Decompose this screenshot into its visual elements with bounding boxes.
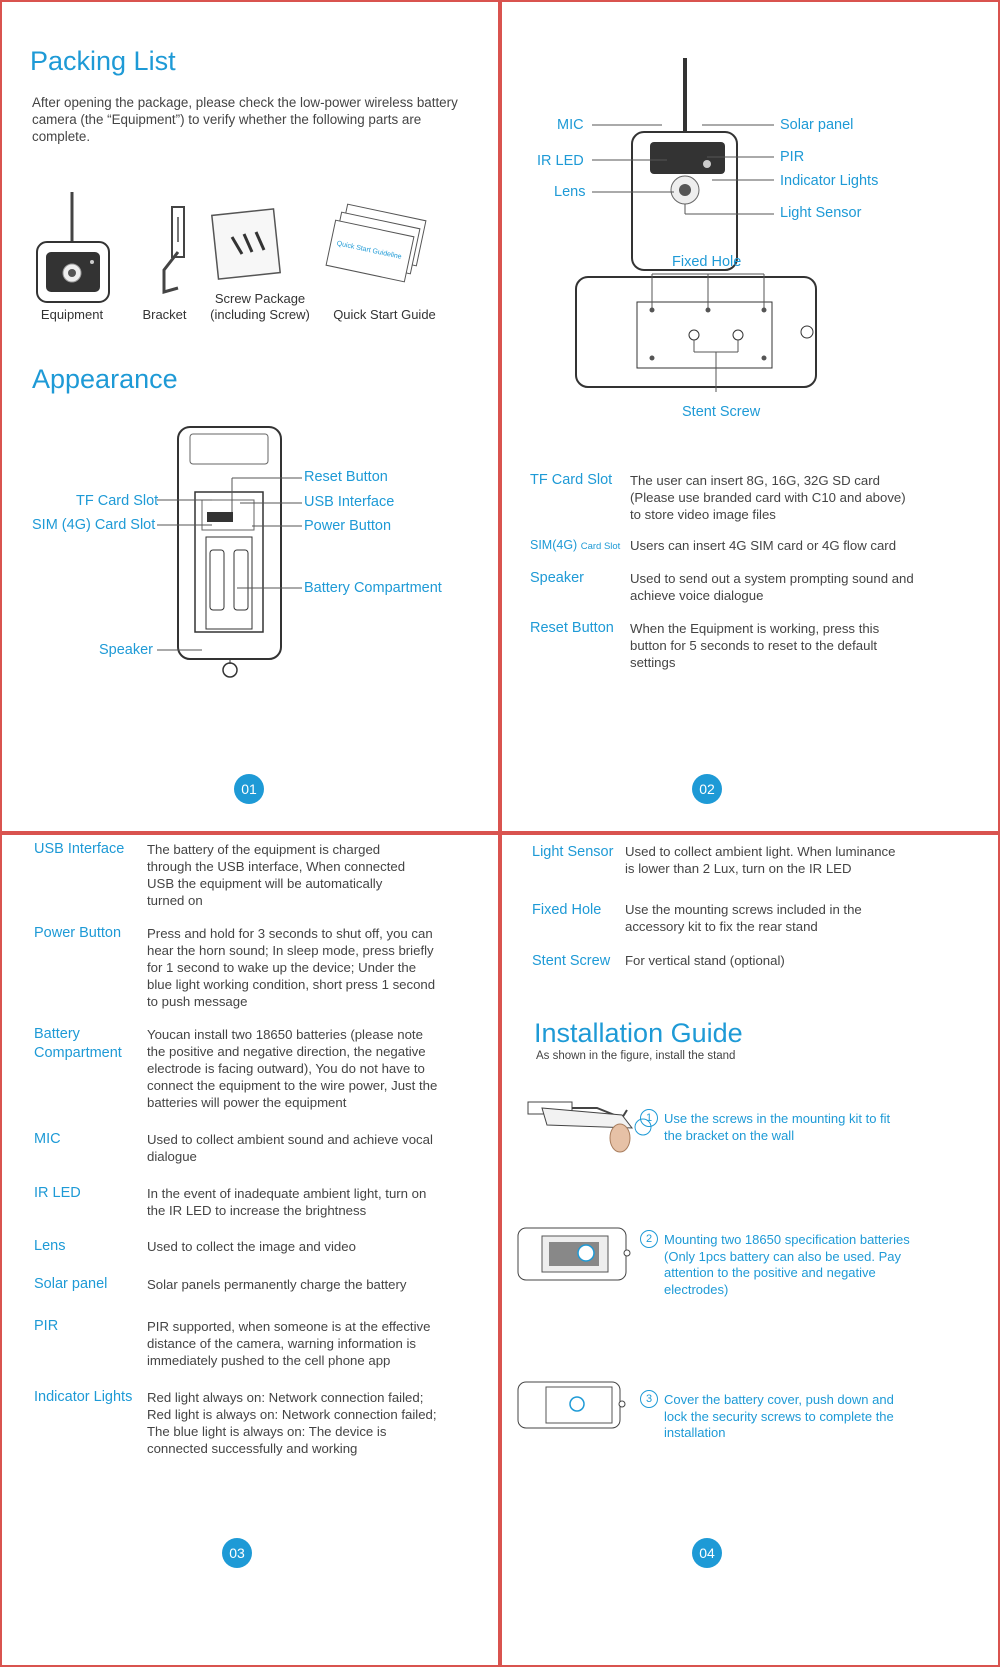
callout-sim-card-slot: SIM (4G) Card Slot [32,517,156,533]
desc-power-button: Press and hold for 3 seconds to shut off, you can hear the horn sound; In sleep mode, press briefly for 1 second to wake up the device; Under the blue light working condition, short press 1 second to push message [147,926,436,1009]
term-mic: MIC [34,1131,61,1147]
item-label-quick-guide: Quick Start Guide [333,307,436,322]
term-tf-card-slot: TF Card Slot [530,472,613,488]
desc-mic: Used to collect ambient sound and achieve vocal dialogue [147,1132,433,1164]
term-fixed-hole: Fixed Hole [532,902,602,918]
installation-guide-title: Installation Guide [534,1018,743,1048]
callout-power-button: Power Button [304,518,392,534]
callout-fixed-hole: Fixed Hole [672,254,742,270]
step2-battery-image [518,1228,630,1280]
callout-pir: PIR [780,149,805,165]
step3-cover-image [518,1382,625,1428]
desc-stent-screw: For vertical stand (optional) [625,953,785,968]
desc-indicator-lights: Red light always on: Network connection failed; Red light is always on: Network connection failed; The blue light is always on: The device is connected successfully and working [147,1390,437,1456]
step3-text: Cover the battery cover, push down and lock the security screws to complete the installation [664,1392,894,1440]
camera-back-illustration [2,422,500,692]
manual-page-3 [0,833,500,1667]
term-power-button: Power Button [34,925,122,941]
manual-page-1 [0,0,500,833]
callout-usb-interface: USB Interface [304,494,395,510]
term-solar-panel: Solar panel [34,1276,108,1292]
callout-mic: MIC [557,117,584,133]
page-number: 03 [222,1538,252,1568]
desc-lens: Used to collect the image and video [147,1239,356,1254]
term-light-sensor: Light Sensor [532,844,614,860]
callout-ir-led: IR LED [537,153,584,169]
step1-number: 1 [640,1109,658,1127]
packing-list-intro: After opening the package, please check the low-power wireless battery camera (the “Equipment”) to verify whether the following parts are complete. [32,95,458,144]
manual-page-4 [500,833,1000,1667]
step1-bracket-image [528,1102,651,1152]
bracket-image [164,207,184,292]
desc-solar-panel: Solar panels permanently charge the battery [147,1277,407,1292]
term-battery-compartment: Battery Compartment [34,1026,122,1061]
screw-package-image [212,209,280,279]
step2-number: 2 [640,1230,658,1248]
callout-indicator-lights: Indicator Lights [780,173,879,189]
guide-card-text: Quick Start Guideline [335,240,403,261]
manual-page-2 [500,0,1000,833]
installation-guide-subtitle: As shown in the figure, install the stand [536,1050,736,1062]
desc-light-sensor: Used to collect ambient light. When luminance is lower than 2 Lux, turn on the IR LED [625,844,896,876]
page-number: 04 [692,1538,722,1568]
desc-usb-interface: The battery of the equipment is charged through the USB interface, When connected USB the equipment will be automatically turned on [147,842,406,908]
appearance-title: Appearance [32,364,178,394]
callout-light-sensor: Light Sensor [780,205,862,221]
callout-solar-panel: Solar panel [780,117,854,133]
term-indicator-lights: Indicator Lights [34,1389,133,1405]
page-number: 01 [234,774,264,804]
desc-pir: PIR supported, when someone is at the effective distance of the camera, warning information is immediately pushed to the cell phone app [147,1319,431,1368]
callout-reset-button: Reset Button [304,469,388,485]
desc-reset-button: When the Equipment is working, press this button for 5 seconds to reset to the default settings [630,621,880,670]
desc-sim-card-slot: Users can insert 4G SIM card or 4G flow card [630,538,897,553]
term-lens: Lens [34,1238,66,1254]
step3-number: 3 [640,1390,658,1408]
callout-lens: Lens [554,184,586,200]
item-label-bracket: Bracket [142,307,187,322]
term-usb-interface: USB Interface [34,841,125,857]
desc-ir-led: In the event of inadequate ambient light, turn on the IR LED to increase the brightness [147,1186,427,1218]
term-stent-screw: Stent Screw [532,953,611,969]
term-pir: PIR [34,1318,59,1334]
callout-speaker: Speaker [99,642,154,658]
step2-text: Mounting two 18650 specification batteries (Only 1pcs battery can also be used. Pay attention to the positive and negative electrodes) [664,1232,910,1297]
callout-battery-compartment: Battery Compartment [304,580,442,596]
camera-front-and-rear-illustration [502,52,1000,432]
term-speaker: Speaker [530,570,585,586]
term-sim-card-slot: SIM(4G) Card Slot [530,538,621,552]
callout-tf-card-slot: TF Card Slot [76,493,159,509]
item-label-screw-package: Screw Package (including Screw) [210,291,310,322]
desc-speaker: Used to send out a system prompting sound and achieve voice dialogue [630,571,914,603]
desc-fixed-hole: Use the mounting screws included in the accessory kit to fix the rear stand [625,902,862,934]
step1-text: Use the screws in the mounting kit to fit the bracket on the wall [664,1111,891,1143]
callout-stent-screw: Stent Screw [682,404,761,420]
term-reset-button: Reset Button [530,620,614,636]
page-number: 02 [692,774,722,804]
term-ir-led: IR LED [34,1185,81,1201]
desc-battery-compartment: Youcan install two 18650 batteries (please note the positive and negative direction, the negative electrode is facing outward), You do not have to connect the equipment to the wire power, Just the batteries will power the equipment [147,1027,438,1110]
item-label-equipment: Equipment [40,307,104,322]
equipment-camera-image [37,192,109,302]
desc-tf-card-slot: The user can insert 8G, 16G, 32G SD card (Please use branded card with C10 and above) to store video image files [630,473,906,522]
packing-list-title: Packing List [30,46,176,76]
